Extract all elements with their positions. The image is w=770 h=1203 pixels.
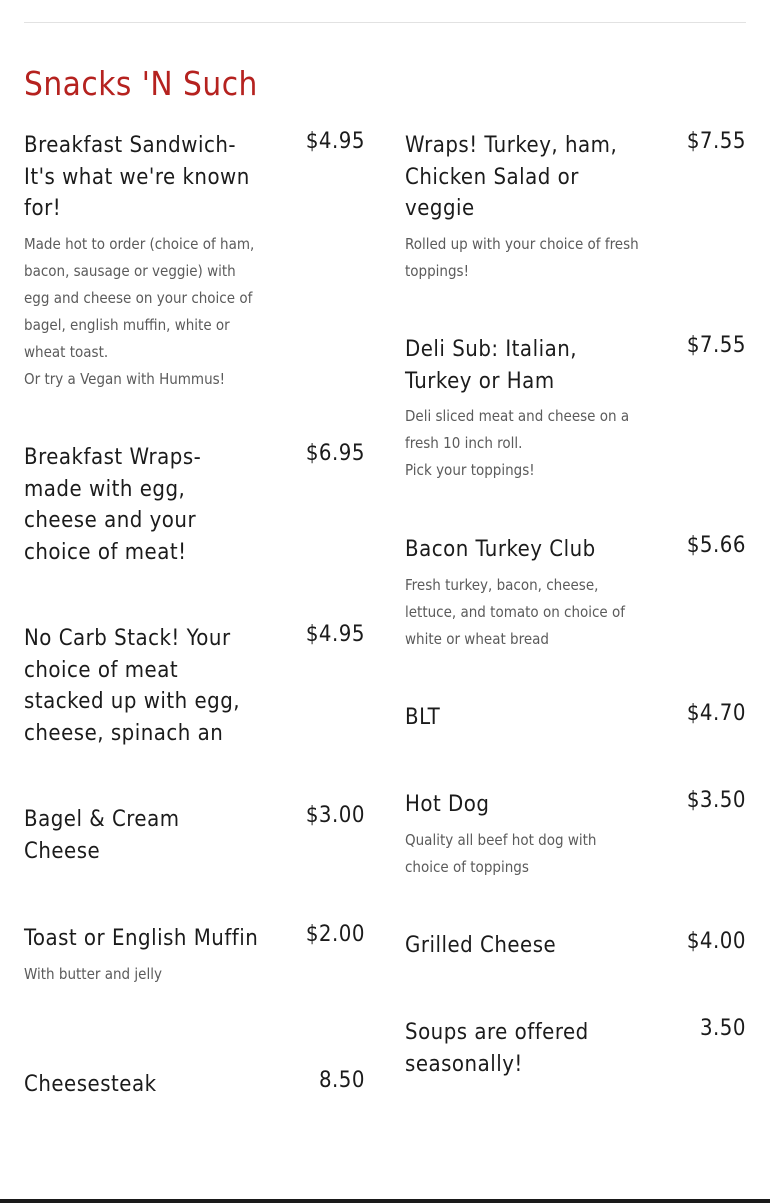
item-description: Fresh turkey, bacon, cheese, lettuce, and tomato on choice of white or wheat bread <box>405 575 626 648</box>
item-name: Breakfast Wraps- made with egg, cheese and your choice of meat! <box>24 445 202 565</box>
item-name: Breakfast Sandwich- It's what we're known for! <box>24 133 250 221</box>
menu-item <box>405 1017 746 1080</box>
menu-item <box>24 923 365 988</box>
item-description: Quality all beef hot dog with choice of toppings <box>405 830 597 876</box>
bottom-border <box>0 1199 770 1203</box>
item-price: $4.00 <box>686 929 746 954</box>
menu-item <box>24 1069 365 1101</box>
item-name: Cheesesteak <box>24 1072 157 1097</box>
item-price: $6.95 <box>305 441 365 466</box>
menu-item <box>405 789 746 881</box>
item-description: Made hot to order (choice of ham, bacon, sausage or veggie) with egg and cheese on your choice of bagel, english muffin, white or wheat toast. Or try a Vegan with Hummus! <box>24 234 255 388</box>
item-name: Wraps! Turkey, ham, Chicken Salad or veggie <box>405 133 618 221</box>
menu-item <box>405 930 746 962</box>
item-price: $4.95 <box>305 129 365 154</box>
top-divider <box>24 22 746 23</box>
item-price: $7.55 <box>686 129 746 154</box>
menu-item <box>24 623 365 749</box>
menu-item <box>24 804 365 867</box>
item-name: Bacon Turkey Club <box>405 537 596 562</box>
item-name: Deli Sub: Italian, Turkey or Ham <box>405 337 578 394</box>
item-description: With butter and jelly <box>24 964 162 983</box>
item-price: 3.50 <box>699 1016 746 1041</box>
menu-item <box>405 334 746 484</box>
item-description: Deli sliced meat and cheese on a fresh 10 inch roll. Pick your toppings! <box>405 407 630 479</box>
menu-item <box>405 130 746 285</box>
item-price: $3.50 <box>686 788 746 813</box>
menu-item <box>405 702 746 734</box>
section-title: Snacks 'N Such <box>24 64 258 103</box>
item-price: $3.00 <box>305 803 365 828</box>
item-name: Toast or English Muffin <box>24 926 259 951</box>
item-price: $7.55 <box>686 333 746 358</box>
item-name: No Carb Stack! Your choice of meat stacked up with egg, cheese, spinach an <box>24 626 241 746</box>
item-name: Hot Dog <box>405 792 490 817</box>
menu-item <box>405 534 746 653</box>
item-price: 8.50 <box>318 1068 365 1093</box>
menu-item <box>24 442 365 568</box>
item-name: Bagel & Cream Cheese <box>24 807 180 864</box>
item-price: $2.00 <box>305 922 365 947</box>
menu-item <box>24 130 365 393</box>
item-name: Grilled Cheese <box>405 933 557 958</box>
item-price: $4.70 <box>686 701 746 726</box>
item-price: $4.95 <box>305 622 365 647</box>
item-description: Rolled up with your choice of fresh toppings! <box>405 234 639 280</box>
item-name: Soups are offered seasonally! <box>405 1020 589 1077</box>
item-price: $5.66 <box>686 533 746 558</box>
item-name: BLT <box>405 705 441 730</box>
